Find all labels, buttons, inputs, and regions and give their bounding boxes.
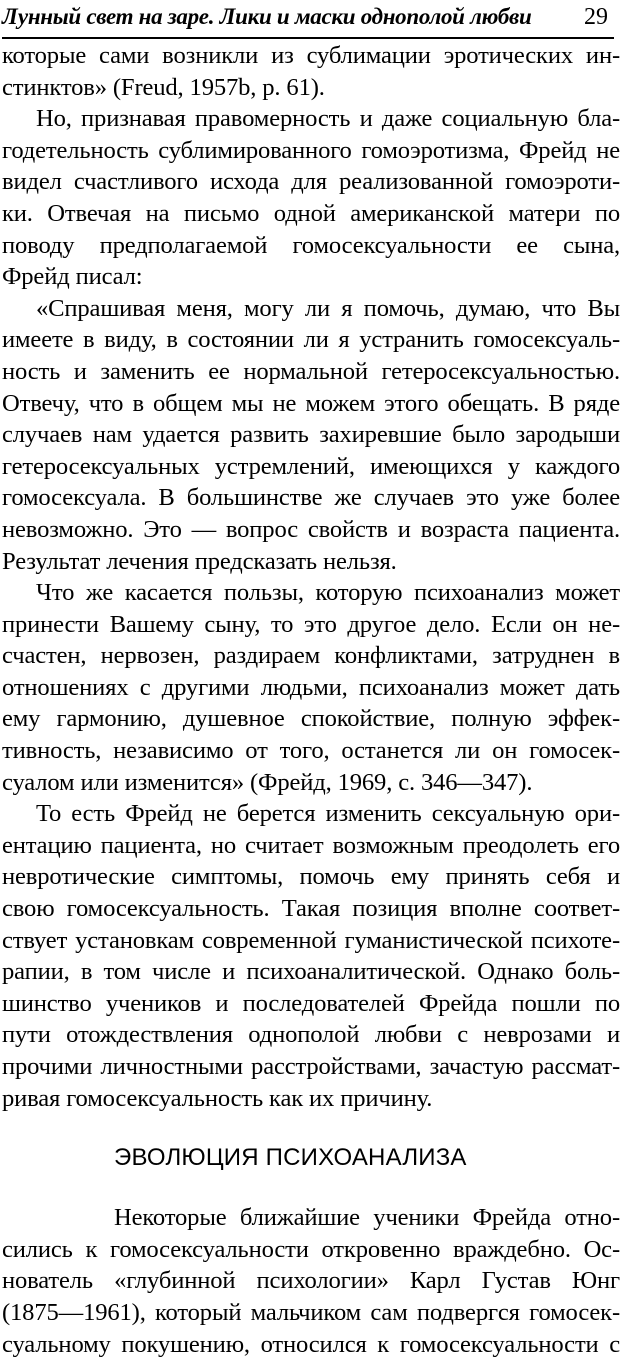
text-line: отношениях с другими людьми, психоанализ может дать [2, 673, 620, 701]
text-line: ствует установкам современной гуманистической психоте- [2, 926, 620, 954]
text-line: Результат лечения предсказать нельзя. [2, 547, 397, 575]
text-line: невозможно. Это — вопрос свойств и возраста пациента. [2, 515, 620, 543]
text-line: пути отождествления однополой любви с неврозами и [2, 1021, 620, 1049]
text-line: гомосексуала. В большинстве же случаев это уже более [2, 484, 620, 512]
text-line: (1875—1961), который мальчиком сам подвергся гомосек- [2, 1298, 620, 1326]
text-line: поводу предполагаемой гомосексуальности ее сына, [2, 231, 620, 259]
text-line: видел счастливого исхода для реализованной гомоэроти- [2, 168, 620, 196]
text-line: стинктов» (Freud, 1957b, p. 61). [2, 73, 325, 101]
body-text [2, 40, 620, 1360]
text-line: Отвечу, что в общем мы не можем этого обещать. В ряде [2, 389, 620, 417]
text-line: ему гармонию, душевное спокойствие, полную эффек- [2, 705, 620, 733]
text-line: свою гомосексуальность. Такая позиция вполне соответ- [2, 895, 620, 923]
section-heading: ЭВОЛЮЦИЯ ПСИХОАНАЛИЗА [114, 1144, 467, 1172]
text-line: имеете в виду, в состоянии ли я устранить гомосексуаль- [2, 326, 620, 354]
text-line: принести Вашему сыну, то это другое дело. Если он не- [2, 610, 620, 638]
running-title: Лунный свет на заре. Лики и маски однополой любви [2, 4, 532, 29]
text-line: суальному покушению, относился к гомосексуальности с [2, 1330, 620, 1358]
text-line: нователь «глубинной психологии» Карл Густав Юнг [2, 1267, 620, 1295]
header-rule [2, 37, 614, 39]
text-line: гетеросексуальных устремлений, имеющихся у каждого [2, 452, 620, 480]
quote-first-line: «Спрашивая меня, могу ли я помочь, думаю, что Вы [36, 294, 620, 322]
text-line: которые сами возникли из сублимации эротических ин- [2, 42, 620, 69]
running-head [2, 2, 612, 38]
text-line: шинство учеников и последователей Фрейда пошли по [2, 989, 620, 1017]
text-line: рапии, в том числе и психоаналитической. Однако боль- [2, 958, 620, 986]
paragraph-first-line: Но, признавая правомерность и даже социальную бла- [36, 105, 620, 133]
text-line: ность и заменить ее нормальной гетеросексуальностью. [2, 357, 620, 385]
paragraph-first-line: То есть Фрейд не берется изменить сексуальную ори- [36, 800, 620, 828]
text-line: суалом или изменится» (Фрейд, 1969, с. 346—347). [2, 768, 533, 796]
text-line: тивность, независимо от того, останется ли он гомосек- [2, 737, 620, 765]
text-line: ривая гомосексуальность как их причину. [2, 1084, 433, 1112]
paragraph-first-line: Что же касается пользы, которую психоанализ может [36, 579, 620, 607]
text-line: прочими личностными расстройствами, зачастую рассмат- [2, 1053, 620, 1080]
paragraph-first-line: Некоторые ближайшие ученики Фрейда отно- [114, 1204, 620, 1232]
text-line: Фрейд писал: [2, 263, 143, 291]
text-line: невротические симптомы, помочь ему принять себя и [2, 863, 620, 891]
text-line: счастен, нервозен, раздираем конфликтами, затруднен в [2, 642, 620, 670]
text-line: ки. Отвечая на письмо одной американской матери по [2, 199, 620, 227]
text-line: годетельность сублимированного гомоэротизма, Фрейд не [2, 136, 620, 164]
text-line: случаев нам удается развить захиревшие было зародыши [2, 421, 620, 449]
page-number: 29 [584, 4, 608, 30]
text-line: ентацию пациента, но считает возможным преодолеть его [2, 831, 620, 859]
text-line: сились к гомосексуальности откровенно враждебно. Ос- [2, 1235, 620, 1263]
